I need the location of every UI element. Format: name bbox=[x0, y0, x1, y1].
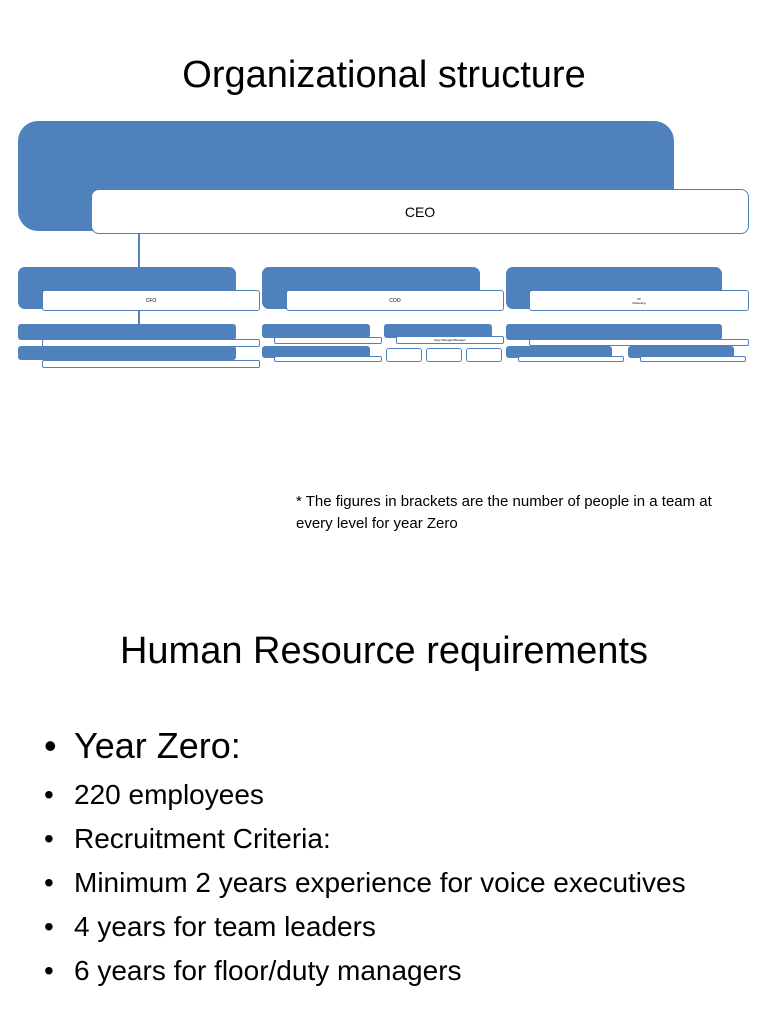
coo-box bbox=[286, 290, 504, 311]
ceo-box bbox=[91, 189, 749, 234]
marketing-sub-box-1 bbox=[529, 339, 749, 346]
coo-label: COO bbox=[389, 297, 401, 304]
bullet-employees: • 220 employees bbox=[44, 776, 744, 814]
coo-sub-band-1 bbox=[262, 324, 370, 338]
coo-leaf-1 bbox=[386, 348, 422, 362]
cfo-label: CFO bbox=[145, 297, 157, 304]
marketing-label-1: VP bbox=[636, 296, 641, 301]
footnote: * The figures in brackets are the number of people in a team at every level for year Zero bbox=[296, 493, 712, 532]
coo-sub-box-3 bbox=[396, 336, 504, 344]
coo-sub-label: Duty Manager/Manager bbox=[434, 338, 466, 342]
marketing-sub-band-1 bbox=[506, 324, 722, 340]
bullet-voice-exec: • Minimum 2 years experience for voice executives bbox=[44, 864, 744, 902]
coo-sub-box-1 bbox=[274, 337, 382, 344]
cfo-sub-box-2 bbox=[42, 360, 260, 368]
org-chart bbox=[0, 0, 768, 400]
bullet-recruitment: • Recruitment Criteria: bbox=[44, 820, 744, 858]
marketing-label-2: Marketing bbox=[632, 300, 646, 305]
coo-sub-box-2 bbox=[274, 356, 382, 362]
marketing-box bbox=[529, 290, 749, 311]
cfo-box bbox=[42, 290, 260, 311]
cfo-sub-band-1 bbox=[18, 324, 236, 340]
ceo-label: CEO bbox=[404, 203, 436, 220]
cfo-sub-band-2 bbox=[18, 346, 236, 360]
coo-leaf-2 bbox=[426, 348, 462, 362]
bullet-floor-managers: • 6 years for floor/duty managers bbox=[44, 952, 744, 990]
hr-bullet-list bbox=[44, 724, 744, 996]
marketing-sub-box-3 bbox=[640, 356, 746, 362]
slide-title-org: Organizational structure bbox=[182, 54, 586, 96]
marketing-sub-box-2 bbox=[518, 356, 624, 362]
bullet-year-zero: • Year Zero: bbox=[44, 724, 744, 768]
coo-leaf-3 bbox=[466, 348, 502, 362]
bullet-team-leaders: • 4 years for team leaders bbox=[44, 908, 744, 946]
slide-title-hr: Human Resource requirements bbox=[119, 630, 648, 672]
